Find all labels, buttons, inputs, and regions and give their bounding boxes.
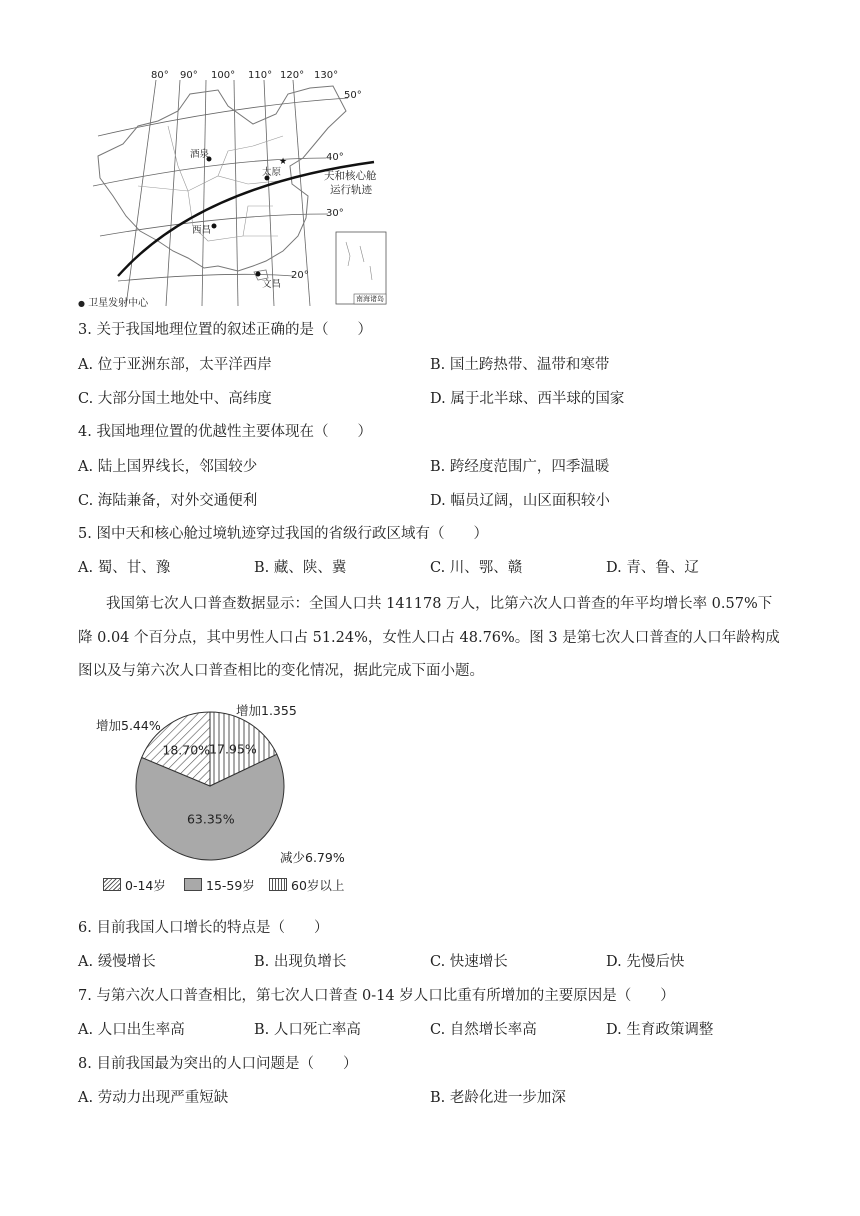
option: D. 先慢后快 <box>606 954 685 970</box>
legend-swatch-gray <box>184 878 202 891</box>
option: B. 藏、陕、冀 <box>254 560 347 576</box>
orbit-label: 天和核心舱 <box>324 170 377 182</box>
question-stem: 6. 目前我国人口增长的特点是（ ） <box>78 920 329 936</box>
option: C. 快速增长 <box>430 954 508 970</box>
slice-value-label: 18.70% <box>162 742 211 758</box>
map-legend-label: 卫星发射中心 <box>88 298 149 309</box>
option: C. 大部分国土地处中、高纬度 <box>78 391 272 407</box>
annotation-increase-elderly: 增加1.355 <box>236 703 297 718</box>
option: A. 劳动力出现严重短缺 <box>78 1090 229 1106</box>
city-label-xichang: 西昌 <box>192 225 212 236</box>
lon-label: 110° <box>248 70 273 81</box>
legend-swatch-striped <box>269 878 287 891</box>
slice-value-label: 17.95% <box>209 741 257 757</box>
legend-swatch-hatched <box>103 878 121 891</box>
option: C. 川、鄂、赣 <box>430 560 523 576</box>
option: C. 海陆兼备，对外交通便利 <box>78 493 258 509</box>
lon-label: 80° <box>151 70 169 81</box>
option: A. 位于亚洲东部，太平洋西岸 <box>78 357 272 373</box>
orbit-label: 运行轨迹 <box>330 184 372 196</box>
passage-line: 降 0.04 个百分点，其中男性人口占 51.24%，女性人口占 48.76%。图 3 是第七次人口普查的人口年龄构成 <box>78 630 780 646</box>
city-label-jiuquan: 酒泉 <box>190 149 210 160</box>
option: B. 跨经度范围广，四季温暖 <box>430 459 610 475</box>
question-stem: 7. 与第六次人口普查相比，第七次人口普查 0-14 岁人口比重有所增加的主要原因是（ ） <box>78 988 675 1004</box>
china-map-figure <box>78 66 398 312</box>
question-stem: 4. 我国地理位置的优越性主要体现在（ ） <box>78 424 372 440</box>
slice-value-label: 63.35% <box>186 811 235 827</box>
map-legend: ● 卫星发射中心 <box>78 298 149 309</box>
city-label-wenchang: 文昌 <box>262 279 282 290</box>
lon-label: 90° <box>180 70 198 81</box>
lat-label: 20° <box>291 270 309 281</box>
question-stem: 8. 目前我国最为突出的人口问题是（ ） <box>78 1056 358 1072</box>
option: B. 老龄化进一步加深 <box>430 1090 566 1106</box>
option: D. 青、鲁、辽 <box>606 560 699 576</box>
inset-label: 南海诸岛 <box>356 295 384 303</box>
option: A. 蜀、甘、豫 <box>78 560 171 576</box>
lon-label: 130° <box>314 70 339 81</box>
option: D. 生育政策调整 <box>606 1022 714 1038</box>
city-label-taiyuan: 太原 <box>262 167 282 178</box>
question-stem: 5. 图中天和核心舱过境轨迹穿过我国的省级行政区域有（ ） <box>78 526 488 542</box>
option: B. 人口死亡率高 <box>254 1022 361 1038</box>
option: D. 幅员辽阔，山区面积较小 <box>430 493 610 509</box>
option: B. 国土跨热带、温带和寒带 <box>430 357 610 373</box>
lat-label: 30° <box>326 208 344 219</box>
option: D. 属于北半球、西半球的国家 <box>430 391 625 407</box>
option: A. 缓慢增长 <box>78 954 156 970</box>
option: B. 出现负增长 <box>254 954 347 970</box>
passage-line: 图以及与第六次人口普查相比的变化情况，据此完成下面小题。 <box>78 663 484 679</box>
legend-item: 60岁以上 <box>269 876 344 894</box>
annotation-increase-children: 增加5.44% <box>96 718 161 733</box>
svg-text:★: ★ <box>279 157 288 167</box>
option: A. 人口出生率高 <box>78 1022 185 1038</box>
legend-item: 15-59岁 <box>184 876 255 894</box>
lon-label: 120° <box>280 70 305 81</box>
annotation-decrease-working: 减少6.79% <box>280 850 345 865</box>
lon-label: 100° <box>211 70 236 81</box>
lat-label: 40° <box>326 152 344 163</box>
option: C. 自然增长率高 <box>430 1022 537 1038</box>
lat-label: 50° <box>344 90 362 101</box>
passage-line: 我国第七次人口普查数据显示：全国人口共 141178 万人，比第六次人口普查的年平均增长率 0.57%下 <box>106 596 773 612</box>
option: A. 陆上国界线长，邻国较少 <box>78 459 258 475</box>
question-stem: 3. 关于我国地理位置的叙述正确的是（ ） <box>78 322 372 338</box>
legend-item: 0-14岁 <box>103 876 166 894</box>
